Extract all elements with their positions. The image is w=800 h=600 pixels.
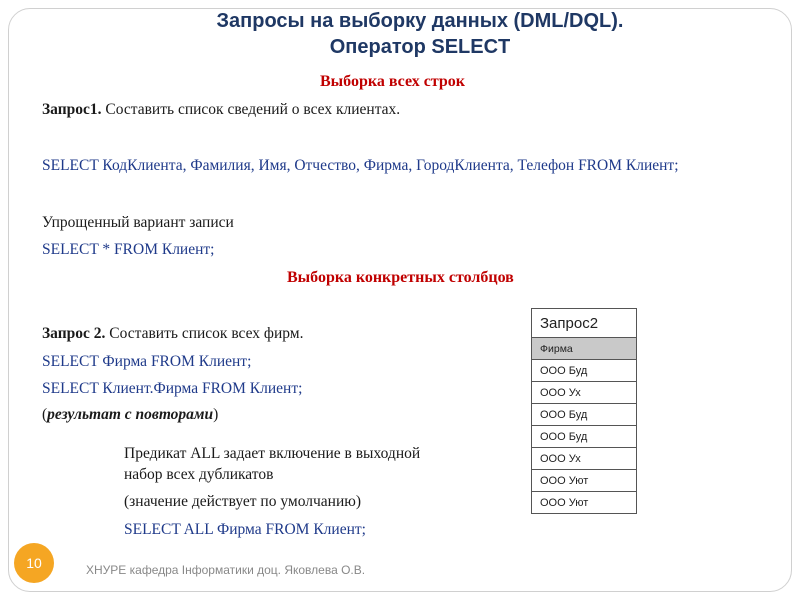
all-predicate-line1: Предикат ALL задает включение в выходной (124, 445, 421, 462)
result-cell: ООО Ух (532, 382, 637, 404)
result-cell: ООО Ух (532, 448, 637, 470)
query2-note-close: ) (213, 406, 219, 423)
query2-line (42, 325, 303, 343)
query2-note-open: ( (42, 406, 48, 423)
query1-text: Составить список сведений о всех клиентах. (101, 101, 401, 118)
table-row (532, 382, 637, 404)
footer-text: ХНУРЕ кафедра Інформатики доц. Яковлева О.В. (86, 563, 366, 577)
table-row (532, 404, 637, 426)
page-number-badge: 10 (14, 543, 54, 583)
all-predicate-default: (значение действует по умолчанию) (124, 493, 361, 510)
result-cell: ООО Буд (532, 404, 637, 426)
all-predicate-sql: SELECT ALL Фирма FROM Клиент; (124, 521, 366, 538)
result-caption-row (532, 309, 637, 338)
all-predicate-line2: набор всех дубликатов (124, 466, 274, 483)
query-result-table (531, 308, 637, 514)
heading-specific-columns: Выборка конкретных столбцов (287, 269, 514, 286)
slide-title-line2: Оператор SELECT (329, 36, 511, 58)
query2-label: Запрос 2. (42, 325, 106, 342)
table-row (532, 360, 637, 382)
result-cell: ООО Буд (532, 426, 637, 448)
table-row (532, 448, 637, 470)
query2-text: Составить список всех фирм. (105, 325, 304, 342)
query2-sql2: SELECT Клиент.Фирма FROM Клиент; (42, 380, 303, 397)
query1-line (42, 101, 400, 119)
query1-sql: SELECT КодКлиента, Фамилия, Имя, Отчество, Фирма, ГородКлиента, Телефон FROM Клиент; (42, 157, 679, 174)
slide-title-line1: Запросы на выборку данных (DML/DQL). (216, 10, 624, 32)
table-row (532, 470, 637, 492)
query2-note (42, 406, 218, 424)
query1-label: Запрос1. (42, 101, 102, 118)
result-caption: Запрос2 (532, 309, 637, 338)
heading-all-rows: Выборка всех строк (320, 73, 466, 90)
result-column-header: Фирма (532, 338, 637, 360)
result-cell: ООО Буд (532, 360, 637, 382)
result-header-row (532, 338, 637, 360)
query2-sql1: SELECT Фирма FROM Клиент; (42, 353, 252, 370)
table-row (532, 426, 637, 448)
simplified-label: Упрощенный вариант записи (42, 214, 234, 231)
result-cell: ООО Уют (532, 470, 637, 492)
table-row (532, 492, 637, 514)
simplified-sql: SELECT * FROM Клиент; (42, 241, 215, 258)
query2-note-text: результат с повторами (47, 406, 214, 423)
result-cell: ООО Уют (532, 492, 637, 514)
